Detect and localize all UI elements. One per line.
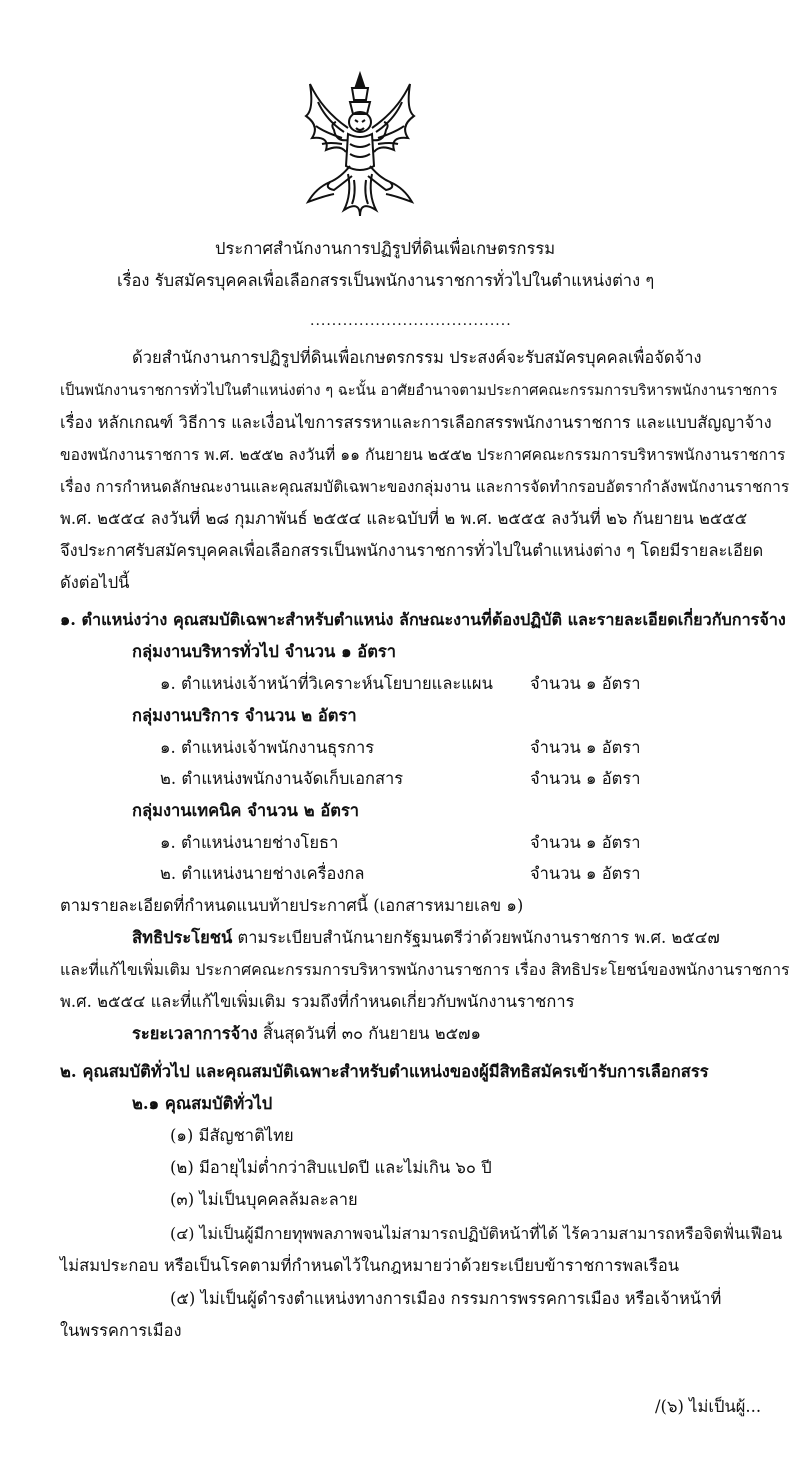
qualification-item: ไม่สมประกอบ หรือเป็นโรคตามที่กำหนดไว้ในกฎหมายว่าด้วยระเบียบข้าราชการพลเรือน bbox=[60, 1256, 680, 1275]
qualification-item: (๔) ไม่เป็นผู้มีกายทุพพลภาพจนไม่สามารถปฏิบัติหน้าที่ได้ ไร้ความสามารถหรือจิตฟั่นเฟือน bbox=[170, 1224, 783, 1243]
position-name: ๑. ตำแหน่งเจ้าพนักงานธุรการ bbox=[160, 738, 375, 757]
intro-line: ของพนักงานราชการ พ.ศ. ๒๕๕๒ ลงวันที่ ๑๑ กันยายน ๒๕๕๒ ประกาศคณะกรรมการบริหารพนักงานราชการ bbox=[60, 446, 786, 464]
term-text: สิ้นสุดวันที่ ๓๐ กันยายน ๒๕๗๑ bbox=[257, 1024, 481, 1043]
position-name: ๑. ตำแหน่งนายช่างโยธา bbox=[160, 833, 339, 852]
position-count: จำนวน ๑ อัตรา bbox=[530, 738, 641, 757]
position-name: ๒. ตำแหน่งนายช่างเครื่องกล bbox=[160, 864, 365, 883]
garuda-emblem-icon bbox=[300, 70, 420, 220]
benefits-line bbox=[132, 926, 720, 950]
qualification-item: (๑) มีสัญชาติไทย bbox=[170, 1126, 294, 1145]
group-title: กลุ่มงานบริการ จำนวน ๒ อัตรา bbox=[132, 706, 357, 725]
qualification-item: (๕) ไม่เป็นผู้ดำรงตำแหน่งทางการเมือง กรรมการพรรคการเมือง หรือเจ้าหน้าที่ bbox=[170, 1289, 722, 1308]
position-name: ๑. ตำแหน่งเจ้าหน้าที่วิเคราะห์นโยบายและแผน bbox=[160, 674, 493, 693]
qualification-item: ในพรรคการเมือง bbox=[60, 1321, 182, 1340]
continuation-note: /(๖) ไม่เป็นผู้... bbox=[655, 1397, 762, 1416]
document-title: ประกาศสำนักงานการปฏิรูปที่ดินเพื่อเกษตรกรรม bbox=[215, 239, 556, 258]
position-count: จำนวน ๑ อัตรา bbox=[530, 674, 641, 693]
detail-note: ตามรายละเอียดที่กำหนดแนบท้ายประกาศนี้ (เอกสารหมายเลข ๑) bbox=[60, 896, 524, 915]
section1-heading: ๑. ตำแหน่งว่าง คุณสมบัติเฉพาะสำหรับตำแหน่ง ลักษณะงานที่ต้องปฏิบัติ และรายละเอียดเกี่ยวกับการจ้าง bbox=[60, 610, 786, 629]
benefits-line: และที่แก้ไขเพิ่มเติม ประกาศคณะกรรมการบริหารพนักงานราชการ เรื่อง สิทธิประโยชน์ของพนักงานราชการ bbox=[60, 960, 790, 979]
qualification-item: (๒) มีอายุไม่ต่ำกว่าสิบแปดปี และไม่เกิน ๖๐ ปี bbox=[170, 1158, 492, 1177]
header-separator: ..................................... bbox=[310, 313, 512, 329]
benefits-label: สิทธิประโยชน์ bbox=[132, 928, 233, 947]
term-label: ระยะเวลาการจ้าง bbox=[132, 1024, 258, 1043]
intro-line: เรื่อง หลักเกณฑ์ วิธีการ และเงื่อนไขการสรรหาและการเลือกสรรพนักงานราชการ และแบบสัญญาจ้าง bbox=[60, 413, 772, 432]
group-title: กลุ่มงานบริหารทั่วไป จำนวน ๑ อัตรา bbox=[132, 642, 397, 661]
intro-line: จึงประกาศรับสมัครบุคคลเพื่อเลือกสรรเป็นพนักงานราชการทั่วไปในตำแหน่งต่าง ๆ โดยมีรายละเอียด bbox=[60, 541, 764, 560]
benefits-text: ตามระเบียบสำนักนายกรัฐมนตรีว่าด้วยพนักงานราชการ พ.ศ. ๒๕๔๗ bbox=[232, 928, 720, 947]
position-count: จำนวน ๑ อัตรา bbox=[530, 769, 641, 788]
document-subject: เรื่อง รับสมัครบุคคลเพื่อเลือกสรรเป็นพนักงานราชการทั่วไปในตำแหน่งต่าง ๆ bbox=[117, 271, 655, 290]
term-line bbox=[132, 1022, 481, 1046]
section2-subheading: ๒.๑ คุณสมบัติทั่วไป bbox=[132, 1094, 273, 1113]
benefits-line: พ.ศ. ๒๕๕๔ และที่แก้ไขเพิ่มเติม รวมถึงที่กำหนดเกี่ยวกับพนักงานราชการ bbox=[60, 992, 575, 1011]
intro-line: เป็นพนักงานราชการทั่วไปในตำแหน่งต่าง ๆ ฉะนั้น อาศัยอำนาจตามประกาศคณะกรรมการบริหารพนักงานราชการ bbox=[60, 382, 778, 399]
intro-line: เรื่อง การกำหนดลักษณะงานและคุณสมบัติเฉพาะของกลุ่มงาน และการจัดทำกรอบอัตรากำลังพนักงานราชการ bbox=[60, 478, 790, 496]
position-name: ๒. ตำแหน่งพนักงานจัดเก็บเอกสาร bbox=[160, 769, 404, 788]
qualification-item: (๓) ไม่เป็นบุคคลล้มละลาย bbox=[170, 1190, 358, 1209]
intro-line: ด้วยสำนักงานการปฏิรูปที่ดินเพื่อเกษตรกรรม ประสงค์จะรับสมัครบุคคลเพื่อจัดจ้าง bbox=[132, 348, 702, 367]
position-count: จำนวน ๑ อัตรา bbox=[530, 864, 641, 883]
group-title: กลุ่มงานเทคนิค จำนวน ๒ อัตรา bbox=[132, 801, 360, 820]
intro-line: ดังต่อไปนี้ bbox=[60, 573, 130, 592]
position-count: จำนวน ๑ อัตรา bbox=[530, 833, 641, 852]
intro-line: พ.ศ. ๒๕๕๔ ลงวันที่ ๒๘ กุมภาพันธ์ ๒๕๕๔ และฉบับที่ ๒ พ.ศ. ๒๕๕๕ ลงวันที่ ๒๖ กันยายน ๒๕๕๕ bbox=[60, 509, 748, 528]
section2-heading: ๒. คุณสมบัติทั่วไป และคุณสมบัติเฉพาะสำหรับตำแหน่งของผู้มีสิทธิสมัครเข้ารับการเลือกสรร bbox=[60, 1062, 709, 1081]
